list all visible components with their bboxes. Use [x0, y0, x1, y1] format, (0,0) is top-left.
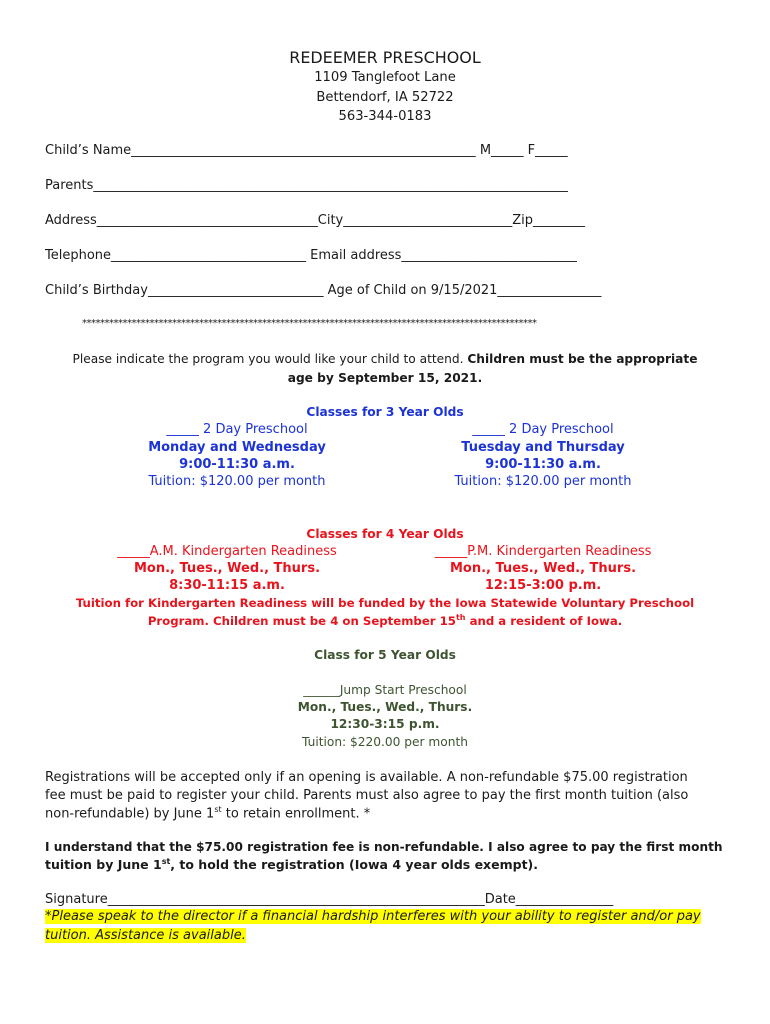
- parents-field[interactable]: Parents_________________________________________________________________________: [45, 178, 568, 193]
- five-year-line[interactable]: ______Jump Start Preschool: [303, 683, 467, 697]
- superscript-st: st: [214, 805, 222, 814]
- intro-bold: Children must be the appropriate: [467, 352, 698, 366]
- three-year-right-line[interactable]: _____ 2 Day Preschool: [472, 422, 614, 437]
- footnote-line-1: [45, 909, 701, 924]
- agreement-line-2: [45, 857, 538, 872]
- school-city: Bettendorf, IA 52722: [316, 90, 454, 105]
- four-year-left-days: Mon., Tues., Wed., Thurs.: [133, 561, 321, 576]
- footnote-line-1-text: *Please speak to the director if a financial hardship interferes with your ability to register and/or pay: [45, 909, 701, 924]
- three-year-left-tuition: Tuition: $120.00 per month: [148, 474, 326, 489]
- registration-line-3-end: to retain enrollment. *: [221, 806, 371, 822]
- school-name: REDEEMER PRESCHOOL: [289, 48, 481, 67]
- three-year-left-line[interactable]: _____ 2 Day Preschool: [166, 422, 308, 437]
- registration-line-3: [45, 805, 370, 821]
- five-year-time: 12:30-3:15 p.m.: [330, 717, 440, 731]
- four-year-right-time: 12:15-3:00 p.m.: [484, 578, 602, 593]
- intro-line-2: age by September 15, 2021.: [287, 371, 483, 385]
- five-year-tuition: Tuition: $220.00 per month: [302, 735, 468, 749]
- four-year-requirement-note: [0, 613, 770, 628]
- three-year-right-tuition: Tuition: $120.00 per month: [454, 474, 632, 489]
- superscript-th: th: [455, 613, 466, 622]
- four-year-right-days: Mon., Tues., Wed., Thurs.: [449, 561, 637, 576]
- child-name-field[interactable]: Child’s Name_____________________________________________________ M_____ F_____: [45, 143, 568, 158]
- footnote-line-2-text: tuition. Assistance is available.: [45, 928, 246, 943]
- three-year-left-days: Monday and Wednesday: [148, 440, 326, 455]
- three-year-right-time: 9:00-11:30 a.m.: [485, 457, 601, 472]
- superscript-st-2: st: [161, 857, 171, 866]
- five-year-heading: Class for 5 Year Olds: [314, 648, 456, 662]
- four-year-left-line[interactable]: _____A.M. Kindergarten Readiness: [117, 544, 337, 559]
- five-year-days: Mon., Tues., Wed., Thurs.: [297, 700, 473, 714]
- three-year-left-time: 9:00-11:30 a.m.: [179, 457, 295, 472]
- intro-line-1: [0, 352, 770, 366]
- divider: *****************************************************************************************************: [82, 318, 537, 329]
- agreement-line-2-end: , to hold the registration (Iowa 4 year olds exempt).: [170, 857, 539, 873]
- telephone-email-field[interactable]: Telephone______________________________ Email address___________________________: [45, 248, 577, 263]
- four-year-requirement-text: Program. Children must be 4 on September 15: [147, 613, 456, 628]
- address-field[interactable]: Address__________________________________City__________________________Zip________: [45, 213, 586, 228]
- four-year-heading: Classes for 4 Year Olds: [306, 527, 464, 541]
- four-year-right-line[interactable]: _____P.M. Kindergarten Readiness: [434, 544, 652, 559]
- agreement-line-2-text: tuition by June 1: [45, 857, 162, 873]
- three-year-right-days: Tuesday and Thursday: [461, 440, 625, 455]
- school-street: 1109 Tanglefoot Lane: [314, 70, 456, 85]
- registration-line-3-text: non-refundable) by June 1: [45, 806, 215, 822]
- registration-line-1: Registrations will be accepted only if an opening is available. A non-refundable $75.00 registration: [45, 770, 688, 785]
- signature-date-field[interactable]: Signature__________________________________________________________Date_______________: [45, 892, 614, 907]
- four-year-left-time: 8:30-11:15 a.m.: [169, 578, 285, 593]
- agreement-line-1: I understand that the $75.00 registration fee is non-refundable. I also agree to pay the first month: [45, 840, 723, 854]
- four-year-requirement-text-end: and a resident of Iowa.: [465, 613, 623, 628]
- school-phone: 563-344-0183: [338, 109, 432, 124]
- birthday-age-field[interactable]: Child’s Birthday___________________________ Age of Child on 9/15/2021________________: [45, 283, 602, 298]
- four-year-funding-note: Tuition for Kindergarten Readiness will be funded by the Iowa Statewide Voluntary Preschool: [75, 596, 695, 610]
- intro-text: Please indicate the program you would like your child to attend.: [72, 352, 468, 366]
- registration-line-2: fee must be paid to register your child. Parents must also agree to pay the first month tuition (also: [45, 788, 689, 803]
- three-year-heading: Classes for 3 Year Olds: [306, 405, 464, 419]
- footnote-line-2: [45, 928, 246, 943]
